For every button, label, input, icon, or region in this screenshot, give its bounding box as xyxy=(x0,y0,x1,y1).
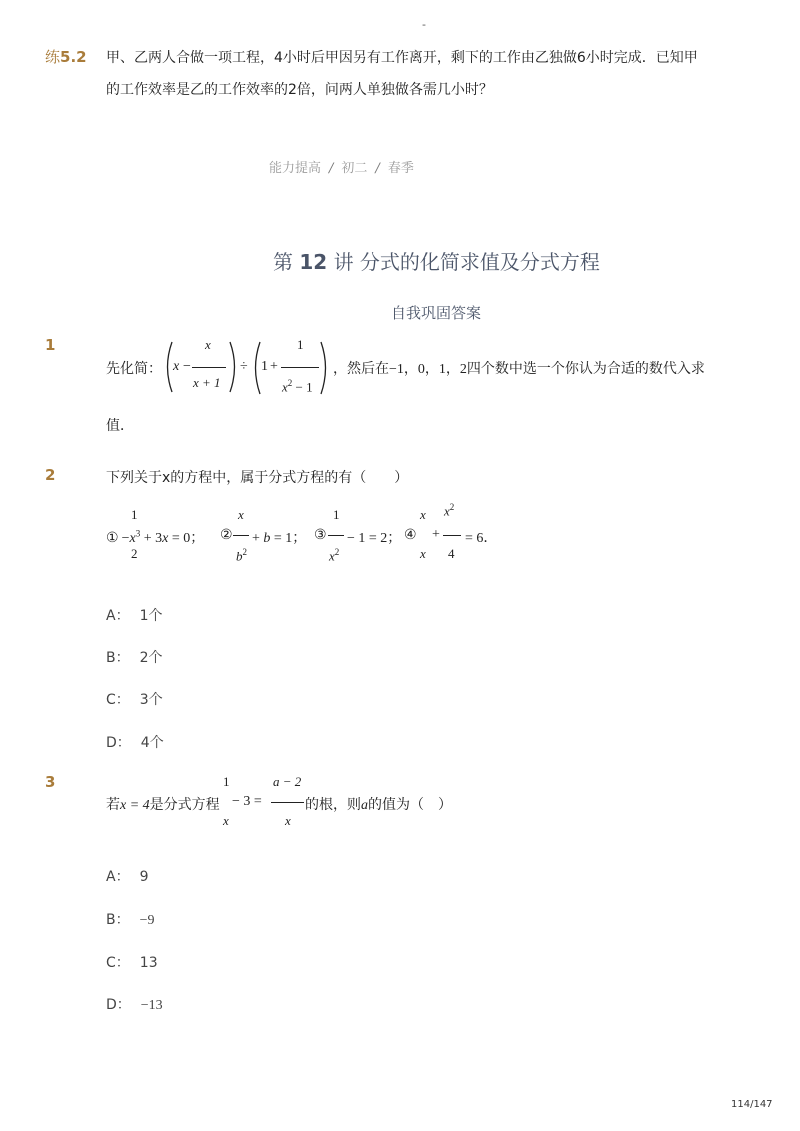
q1-frac2-numerator: 1 xyxy=(297,337,304,352)
q1-x: x xyxy=(173,359,180,374)
breadcrumb xyxy=(269,157,414,176)
q2-choice-b[interactable]: B： 2个 xyxy=(106,650,163,666)
q3-frac2-denominator: x xyxy=(285,813,291,828)
q3-choice-b[interactable]: B： −9 xyxy=(106,912,155,928)
q3-choice-a[interactable]: A： 9 xyxy=(106,869,149,885)
breadcrumb-term: 春季 xyxy=(387,161,414,176)
q1-frac1-bar xyxy=(192,367,226,368)
lecture-title: 第 12 讲 分式的化简求值及分式方程 xyxy=(273,250,600,274)
lecture-number: 12 xyxy=(299,250,328,274)
breadcrumb-level: 能力提高 xyxy=(269,161,322,176)
q2-choice-c[interactable]: C： 3个 xyxy=(106,692,163,708)
q2-eq2-bar xyxy=(233,535,249,536)
q2-eq2-body: + b = 1； xyxy=(252,531,307,546)
q3-middle: − 3 = xyxy=(232,794,262,809)
q1-right-paren-2 xyxy=(319,340,331,396)
exercise-label xyxy=(45,46,87,67)
q1-frac2-denominator: $x^2 - 1$ xyxy=(282,378,313,395)
q2-eq1-mark: ① xyxy=(106,531,119,546)
question-number-2: 2 xyxy=(45,466,56,484)
question-number-1: 1 xyxy=(45,336,56,354)
q2-eq3-mark: ③ xyxy=(314,528,327,543)
q2-eq3-bar xyxy=(328,535,344,536)
q1-tail: ，然后在−1，0，1，2四个数中选一个你认为合适的数代入求 xyxy=(333,361,705,377)
q1-minus: − xyxy=(183,359,191,374)
q3-frac1-denominator: x xyxy=(223,813,229,828)
q1-candidate-values: −1，0，1，2 xyxy=(389,362,467,377)
q1-frac2-bar xyxy=(281,367,319,368)
breadcrumb-separator: / xyxy=(329,161,334,176)
q2-eq4-body: = 6． xyxy=(465,531,498,546)
q2-eq4-den2: 4 xyxy=(448,546,455,561)
q2-eq2-denominator: $b^2$ xyxy=(236,547,247,564)
question-number-3: 3 xyxy=(45,773,56,791)
q2-eq3-numerator: 1 xyxy=(333,507,340,522)
exercise-label-number: 5.2 xyxy=(60,48,87,66)
breadcrumb-separator: / xyxy=(375,161,380,176)
q2-eq1-numerator: 1 xyxy=(131,507,138,522)
exercise-text-line1: 甲、乙两人合做一项工程，4小时后甲因另有工作离开，剩下的工作由乙独做6小时完成．已知甲 xyxy=(106,50,698,66)
q2-choice-d[interactable]: D： 4个 xyxy=(106,735,164,751)
q2-eq4-num1: x xyxy=(420,507,426,522)
q1-plus: + xyxy=(270,359,278,374)
q3-frac2-numerator: a − 2 xyxy=(273,774,302,789)
q2-eq2-mark: ② xyxy=(220,528,233,543)
q2-eq2-numerator: x xyxy=(238,507,244,522)
section-subtitle: 自我巩固答案 xyxy=(391,304,482,322)
q2-eq3-body: − 1 = 2； xyxy=(347,531,402,546)
q2-eq4-num2: $x^2$ xyxy=(444,502,455,519)
q2-choice-a[interactable]: A： 1个 xyxy=(106,608,163,624)
q2-stem: 下列关于x的方程中，属于分式方程的有（ ） xyxy=(106,470,409,486)
q1-frac1-denominator: x + 1 xyxy=(193,375,221,390)
q3-frac2-bar xyxy=(271,802,304,803)
q2-eq4-bar xyxy=(443,535,461,536)
q1-line2: 值． xyxy=(106,418,134,434)
q3-frac1-numerator: 1 xyxy=(223,774,230,789)
q3-lead: 若x = 4是分式方程 xyxy=(106,797,220,813)
q1-divide: ÷ xyxy=(240,359,248,374)
q1-frac1-numerator: x xyxy=(205,337,211,352)
q2-eq4-mark: ④ xyxy=(404,528,417,543)
breadcrumb-grade: 初二 xyxy=(341,161,368,176)
q2-eq4-den1: x xyxy=(420,546,426,561)
q2-eq1-denominator: 2 xyxy=(131,546,138,561)
exercise-label-prefix: 练 xyxy=(45,48,61,66)
q2-eq4-plus: + xyxy=(432,527,440,542)
q1-right-paren-1 xyxy=(228,340,240,394)
q3-choice-d[interactable]: D： −13 xyxy=(106,997,163,1013)
page-number: 114/147 xyxy=(731,1099,773,1110)
q1-one: 1 xyxy=(261,359,268,374)
q2-eq3-denominator: $x^2$ xyxy=(329,547,340,564)
q3-choice-c[interactable]: C： 13 xyxy=(106,955,158,971)
top-mark: - xyxy=(422,18,426,31)
q3-tail: 的根，则a的值为（ ） xyxy=(305,797,452,813)
q1-lead: 先化简： xyxy=(106,361,162,377)
exercise-text-line2: 的工作效率是乙的工作效率的2倍，问两人单独做各需几小时？ xyxy=(106,82,493,98)
q2-eq1: ① $-x^3 + 3x = 0$； xyxy=(106,528,205,546)
